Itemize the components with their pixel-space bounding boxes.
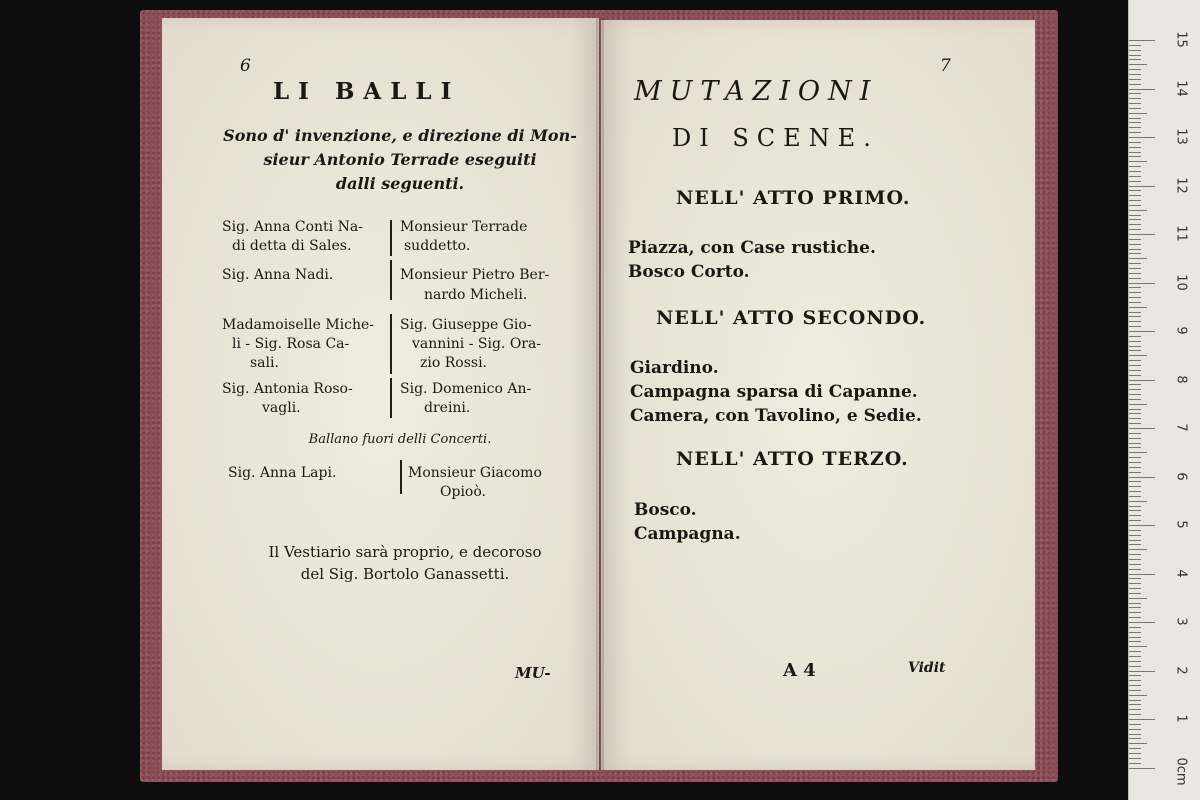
ruler-tick — [1129, 680, 1141, 681]
ruler-tick — [1129, 341, 1141, 342]
ruler-number: 10 — [1173, 273, 1189, 291]
ruler-tick — [1129, 40, 1155, 41]
ruler-tick — [1129, 365, 1141, 366]
ruler-tick — [1129, 443, 1141, 444]
ruler-tick — [1129, 588, 1141, 589]
ruler-tick — [1129, 564, 1141, 565]
ruler-tick — [1129, 239, 1141, 240]
ruler-tick — [1129, 350, 1141, 351]
measurement-ruler — [1128, 0, 1200, 800]
brace-divider — [400, 460, 402, 494]
page-title-balli: LI BALLI — [273, 78, 461, 105]
scene-item: Piazza, con Case rustiche. — [628, 238, 876, 258]
ruler-tick — [1129, 569, 1141, 570]
ruler-tick — [1129, 520, 1141, 521]
act-heading-3: NELL' ATTO TERZO. — [676, 448, 909, 470]
ruler-number: 1 — [1173, 714, 1189, 723]
dancer-right-1-line-2: suddetto. — [404, 238, 471, 254]
ruler-tick — [1129, 404, 1147, 405]
ruler-tick — [1129, 142, 1141, 143]
ruler-number: 4 — [1173, 568, 1189, 578]
ruler-tick — [1129, 137, 1155, 138]
ruler-tick — [1129, 181, 1141, 182]
catchword-right: Vidit — [908, 660, 946, 676]
ruler-tick — [1129, 433, 1141, 434]
page-title-mutazioni: MUTAZIONI — [634, 76, 879, 107]
ruler-tick — [1129, 273, 1141, 274]
ruler-tick — [1129, 457, 1141, 458]
ruler-tick — [1129, 210, 1147, 211]
ruler-number: 14 — [1173, 79, 1189, 97]
ruler-tick — [1129, 622, 1155, 623]
subtitle-line-1: Sono d' invenzione, e direzione di Mon- — [223, 126, 577, 145]
ruler-tick — [1129, 583, 1141, 584]
ruler-tick — [1129, 307, 1147, 308]
ruler-number: 7 — [1173, 423, 1189, 432]
dancer-right-2-line-1: Monsieur Pietro Ber- — [400, 267, 550, 283]
ruler-tick — [1129, 74, 1141, 75]
dancer-right-2-line-2: nardo Micheli. — [424, 287, 528, 303]
dancer-right-1-line-1: Monsieur Terrade — [400, 219, 528, 235]
ruler-tick — [1129, 734, 1141, 735]
ruler-tick — [1129, 491, 1141, 492]
ruler-tick — [1129, 428, 1155, 429]
ruler-tick — [1129, 724, 1141, 725]
ruler-tick — [1129, 666, 1141, 667]
dancer-right-4-line-2: dreini. — [424, 400, 471, 416]
ruler-tick — [1129, 671, 1155, 672]
ruler-number: 3 — [1173, 617, 1189, 626]
ruler-tick — [1129, 316, 1141, 317]
ruler-tick — [1129, 729, 1141, 730]
ruler-tick — [1129, 399, 1141, 400]
dancer-right-3-line-1: Sig. Giuseppe Gio- — [400, 317, 532, 333]
page-title-scene: DI SCENE. — [672, 124, 879, 152]
ruler-tick — [1129, 554, 1141, 555]
ruler-tick — [1129, 700, 1141, 701]
ruler-tick — [1129, 447, 1141, 448]
ruler-tick — [1129, 297, 1141, 298]
ruler-tick — [1129, 462, 1141, 463]
ruler-tick — [1129, 278, 1141, 279]
ruler-tick — [1129, 559, 1141, 560]
ruler-tick — [1129, 535, 1141, 536]
scene-item: Bosco Corto. — [628, 262, 750, 282]
ruler-number: 2 — [1173, 665, 1189, 675]
ruler-tick — [1129, 195, 1141, 196]
ruler-number: 9 — [1173, 326, 1189, 335]
ruler-tick — [1129, 205, 1141, 206]
ruler-tick — [1129, 632, 1141, 633]
subtitle-line-2: sieur Antonio Terrade eseguiti — [263, 150, 537, 169]
ruler-tick — [1129, 598, 1147, 599]
ruler-tick — [1129, 326, 1141, 327]
ruler-tick — [1129, 113, 1147, 114]
ruler-number: 0cm — [1173, 757, 1189, 786]
ruler-tick — [1129, 268, 1141, 269]
ruler-tick — [1129, 394, 1141, 395]
ruler-tick — [1129, 118, 1141, 119]
ruler-tick — [1129, 704, 1141, 705]
ruler-tick — [1129, 510, 1141, 511]
ruler-tick — [1129, 156, 1141, 157]
ruler-tick — [1129, 234, 1155, 235]
ruler-number: 6 — [1173, 471, 1189, 481]
ruler-tick — [1129, 467, 1141, 468]
ruler-tick — [1129, 525, 1155, 526]
dancer-left-2-line-1: Sig. Anna Nadi. — [222, 267, 334, 283]
ruler-number: 5 — [1173, 520, 1189, 529]
ruler-tick — [1129, 292, 1141, 293]
ruler-tick — [1129, 685, 1141, 686]
ruler-tick — [1129, 45, 1141, 46]
ruler-tick — [1129, 287, 1141, 288]
ruler-tick — [1129, 651, 1141, 652]
ruler-tick — [1129, 200, 1141, 201]
ruler-tick — [1129, 714, 1141, 715]
dancer-extra-right-line-1: Monsieur Giacomo — [408, 465, 542, 481]
brace-divider — [390, 378, 392, 418]
dancer-right-3-line-3: zio Rossi. — [420, 355, 487, 371]
ruler-tick — [1129, 418, 1141, 419]
ruler-tick — [1129, 748, 1141, 749]
ruler-tick — [1129, 89, 1155, 90]
ruler-tick — [1129, 758, 1141, 759]
scene-item: Campagna. — [634, 524, 741, 544]
ruler-tick — [1129, 176, 1141, 177]
scene-item: Bosco. — [634, 500, 697, 520]
ruler-tick — [1129, 79, 1141, 80]
ruler-tick — [1129, 486, 1141, 487]
ruler-tick — [1129, 661, 1141, 662]
ruler-tick — [1129, 477, 1155, 478]
ruler-tick — [1129, 709, 1141, 710]
dancer-right-3-line-2: vannini - Sig. Ora- — [412, 336, 542, 352]
ruler-number: 12 — [1173, 176, 1189, 194]
ruler-number: 15 — [1173, 31, 1189, 48]
ruler-tick — [1129, 380, 1155, 381]
ruler-tick — [1129, 50, 1141, 51]
ruler-tick — [1129, 753, 1141, 754]
ruler-tick — [1129, 423, 1141, 424]
act-heading-1: NELL' ATTO PRIMO. — [676, 187, 911, 209]
ruler-tick — [1129, 283, 1155, 284]
ruler-tick — [1129, 530, 1141, 531]
ruler-tick — [1129, 481, 1141, 482]
ruler-tick — [1129, 607, 1141, 608]
dancer-right-4-line-1: Sig. Domenico An- — [400, 381, 532, 397]
ruler-tick — [1129, 695, 1147, 696]
ruler-tick — [1129, 132, 1141, 133]
scene-item: Campagna sparsa di Capanne. — [630, 382, 918, 402]
brace-divider — [390, 260, 392, 300]
ruler-tick — [1129, 641, 1141, 642]
dancer-left-1-line-1: Sig. Anna Conti Na- — [222, 219, 363, 235]
ruler-tick — [1129, 360, 1141, 361]
ruler-tick — [1129, 515, 1141, 516]
act-heading-2: NELL' ATTO SECONDO. — [656, 307, 927, 329]
ruler-tick — [1129, 593, 1141, 594]
ruler-tick — [1129, 166, 1141, 167]
ruler-tick — [1129, 219, 1141, 220]
ruler-tick — [1129, 768, 1155, 769]
ruler-tick — [1129, 656, 1141, 657]
ruler-tick — [1129, 413, 1141, 414]
ruler-tick — [1129, 336, 1141, 337]
ruler-tick — [1129, 578, 1141, 579]
ruler-tick — [1129, 506, 1141, 507]
ruler-tick — [1129, 69, 1141, 70]
book-gutter — [596, 18, 604, 770]
ruler-tick — [1129, 321, 1141, 322]
ruler-tick — [1129, 59, 1141, 60]
vestiario-line-1: Il Vestiario sarà proprio, e decoroso — [268, 543, 542, 561]
ruler-tick — [1129, 224, 1141, 225]
concerti-note: Ballano fuori delli Concerti. — [308, 432, 492, 447]
ruler-tick — [1129, 302, 1141, 303]
ruler-tick — [1129, 244, 1141, 245]
ruler-tick — [1129, 127, 1141, 128]
ruler-tick — [1129, 190, 1141, 191]
catchword-left: MU- — [515, 664, 551, 682]
ruler-tick — [1129, 64, 1147, 65]
ruler-tick — [1129, 215, 1141, 216]
ruler-tick — [1129, 108, 1141, 109]
ruler-tick — [1129, 544, 1141, 545]
ruler-tick — [1129, 690, 1141, 691]
ruler-tick — [1129, 384, 1141, 385]
ruler-tick — [1129, 331, 1155, 332]
ruler-tick — [1129, 103, 1141, 104]
ruler-tick — [1129, 627, 1141, 628]
dancer-left-3-line-3: sali. — [250, 355, 279, 371]
dancer-left-3-line-1: Madamoiselle Miche- — [222, 317, 375, 333]
ruler-tick — [1129, 98, 1141, 99]
dancer-extra-right-line-2: Opioò. — [440, 484, 486, 500]
ruler-tick — [1129, 152, 1141, 153]
ruler-tick — [1129, 346, 1141, 347]
dancer-left-4-line-2: vagli. — [262, 400, 301, 416]
ruler-tick — [1129, 258, 1147, 259]
dancer-left-1-line-2: di detta di Sales. — [232, 238, 352, 254]
ruler-tick — [1129, 355, 1147, 356]
page-number-left: 6 — [240, 56, 251, 76]
ruler-tick — [1129, 84, 1141, 85]
dancer-left-4-line-1: Sig. Antonia Roso- — [222, 381, 353, 397]
ruler-tick — [1129, 637, 1141, 638]
ruler-number: 11 — [1173, 225, 1189, 242]
ruler-tick — [1129, 617, 1141, 618]
ruler-tick — [1129, 438, 1141, 439]
ruler-tick — [1129, 540, 1141, 541]
ruler-tick — [1129, 719, 1155, 720]
ruler-tick — [1129, 186, 1155, 187]
page-number-right: 7 — [940, 56, 951, 76]
signature-mark: A 4 — [783, 660, 816, 681]
ruler-tick — [1129, 452, 1147, 453]
dancer-extra-left: Sig. Anna Lapi. — [228, 465, 337, 481]
ruler-tick — [1129, 375, 1141, 376]
ruler-number: 13 — [1173, 128, 1189, 145]
ruler-tick — [1129, 574, 1155, 575]
brace-divider — [390, 314, 392, 374]
ruler-tick — [1129, 763, 1141, 764]
ruler-tick — [1129, 496, 1141, 497]
ruler-tick — [1129, 370, 1141, 371]
ruler-tick — [1129, 646, 1147, 647]
scene-item: Camera, con Tavolino, e Sedie. — [630, 406, 922, 426]
ruler-tick — [1129, 675, 1141, 676]
ruler-tick — [1129, 501, 1147, 502]
ruler-tick — [1129, 389, 1141, 390]
ruler-tick — [1129, 409, 1141, 410]
ruler-tick — [1129, 738, 1141, 739]
ruler-tick — [1129, 603, 1141, 604]
vestiario-line-2: del Sig. Bortolo Ganassetti. — [300, 565, 510, 583]
ruler-tick — [1129, 161, 1147, 162]
ruler-tick — [1129, 612, 1141, 613]
ruler-tick — [1129, 253, 1141, 254]
ruler-tick — [1129, 147, 1141, 148]
ruler-tick — [1129, 263, 1141, 264]
scene-item: Giardino. — [630, 358, 719, 378]
ruler-tick — [1129, 229, 1141, 230]
ruler-tick — [1129, 472, 1141, 473]
brace-divider — [390, 220, 392, 256]
ruler-tick — [1129, 549, 1147, 550]
ruler-number: 8 — [1173, 374, 1189, 384]
ruler-tick — [1129, 743, 1147, 744]
dancer-left-3-line-2: li - Sig. Rosa Ca- — [232, 336, 350, 352]
ruler-tick — [1129, 55, 1141, 56]
ruler-tick — [1129, 312, 1141, 313]
ruler-tick — [1129, 171, 1141, 172]
ruler-tick — [1129, 122, 1141, 123]
ruler-tick — [1129, 249, 1141, 250]
ruler-tick — [1129, 93, 1141, 94]
subtitle-line-3: dalli seguenti. — [335, 174, 465, 193]
